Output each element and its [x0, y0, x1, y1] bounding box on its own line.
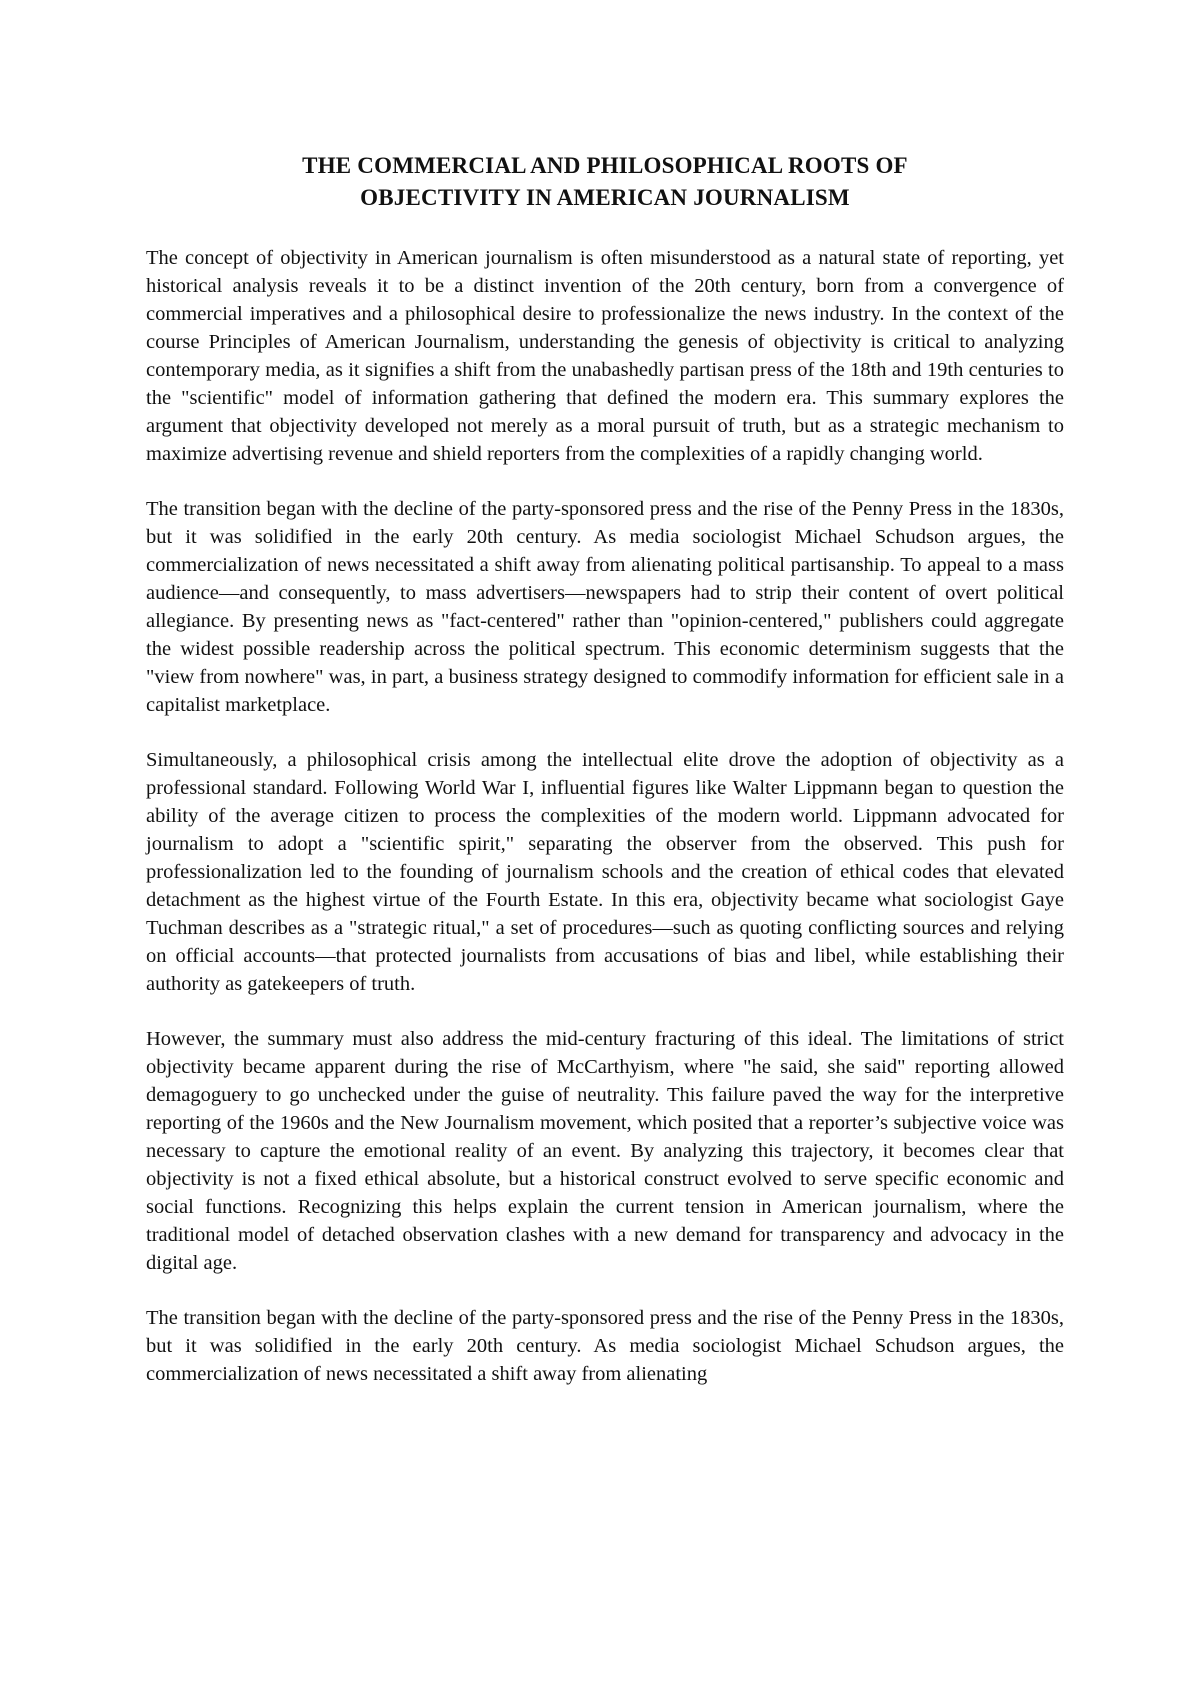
paragraph-1: The concept of objectivity in American journalism is often misunderstood as a natural state of reporting, yet historical analysis reveals it to be a distinct invention of the 20th century, born from a convergence of commercial imperatives and a philosophical desire to professionalize the news industry. In the context of the course Principles of American Journalism, understanding the genesis of objectivity is critical to analyzing contemporary media, as it signifies a shift from the unabashedly partisan press of the 18th and 19th centuries to the "scientific" model of information gathering that defined the modern era. This summary explores the argument that objectivity developed not merely as a moral pursuit of truth, but as a strategic mechanism to maximize advertising revenue and shield reporters from the complexities of a rapidly changing world. — [146, 247, 1064, 465]
title-line-1: THE COMMERCIAL AND PHILOSOPHICAL ROOTS OF — [302, 153, 908, 178]
paragraph-3: Simultaneously, a philosophical crisis among the intellectual elite drove the adoption of objectivity as a professional standard. Following World War I, influential figures like Walter Lippmann began to question the ability of the average citizen to process the complexities of the modern world. Lippmann advocated for journalism to adopt a "scientific spirit," separating the observer from the observed. This push for professionalization led to the founding of journalism schools and the creation of ethical codes that elevated detachment as the highest virtue of the Fourth Estate. In this era, objectivity became what sociologist Gaye Tuchman describes as a "strategic ritual," a set of procedures—such as quoting conflicting sources and relying on official accounts—that protected journalists from accusations of bias and libel, while establishing their authority as gatekeepers of truth. — [146, 749, 1064, 995]
paragraph-5: The transition began with the decline of the party-sponsored press and the rise of the Penny Press in the 1830s, but it was solidified in the early 20th century. As media sociologist Michael Schudson argues, the commercialization of news necessitated a shift away from alienating — [146, 1307, 1064, 1385]
paragraph-2: The transition began with the decline of the party-sponsored press and the rise of the Penny Press in the 1830s, but it was solidified in the early 20th century. As media sociologist Michael Schudson argues, the commercialization of news necessitated a shift away from alienating political partisanship. To appeal to a mass audience—and consequently, to mass advertisers—newspapers had to strip their content of overt political allegiance. By presenting news as "fact-centered" rather than "opinion-centered," publishers could aggregate the widest possible readership across the political spectrum. This economic determinism suggests that the "view from nowhere" was, in part, a business strategy designed to commodify information for efficient sale in a capitalist marketplace. — [146, 498, 1064, 716]
paragraph-4: However, the summary must also address the mid-century fracturing of this ideal. The limitations of strict objectivity became apparent during the rise of McCarthyism, where "he said, she said" reporting allowed demagoguery to go unchecked under the guise of neutrality. This failure paved the way for the interpretive reporting of the 1960s and the New Journalism movement, which posited that a reporter’s subjective voice was necessary to capture the emotional reality of an event. By analyzing this trajectory, it becomes clear that objectivity is not a fixed ethical absolute, but a historical construct evolved to serve specific economic and social functions. Recognizing this helps explain the current tension in American journalism, where the traditional model of detached observation clashes with a new demand for transparency and advocacy in the digital age. — [146, 1028, 1064, 1274]
document-page — [146, 150, 1064, 1415]
document-title — [146, 150, 1064, 214]
title-line-2: OBJECTIVITY IN AMERICAN JOURNALISM — [360, 185, 850, 210]
